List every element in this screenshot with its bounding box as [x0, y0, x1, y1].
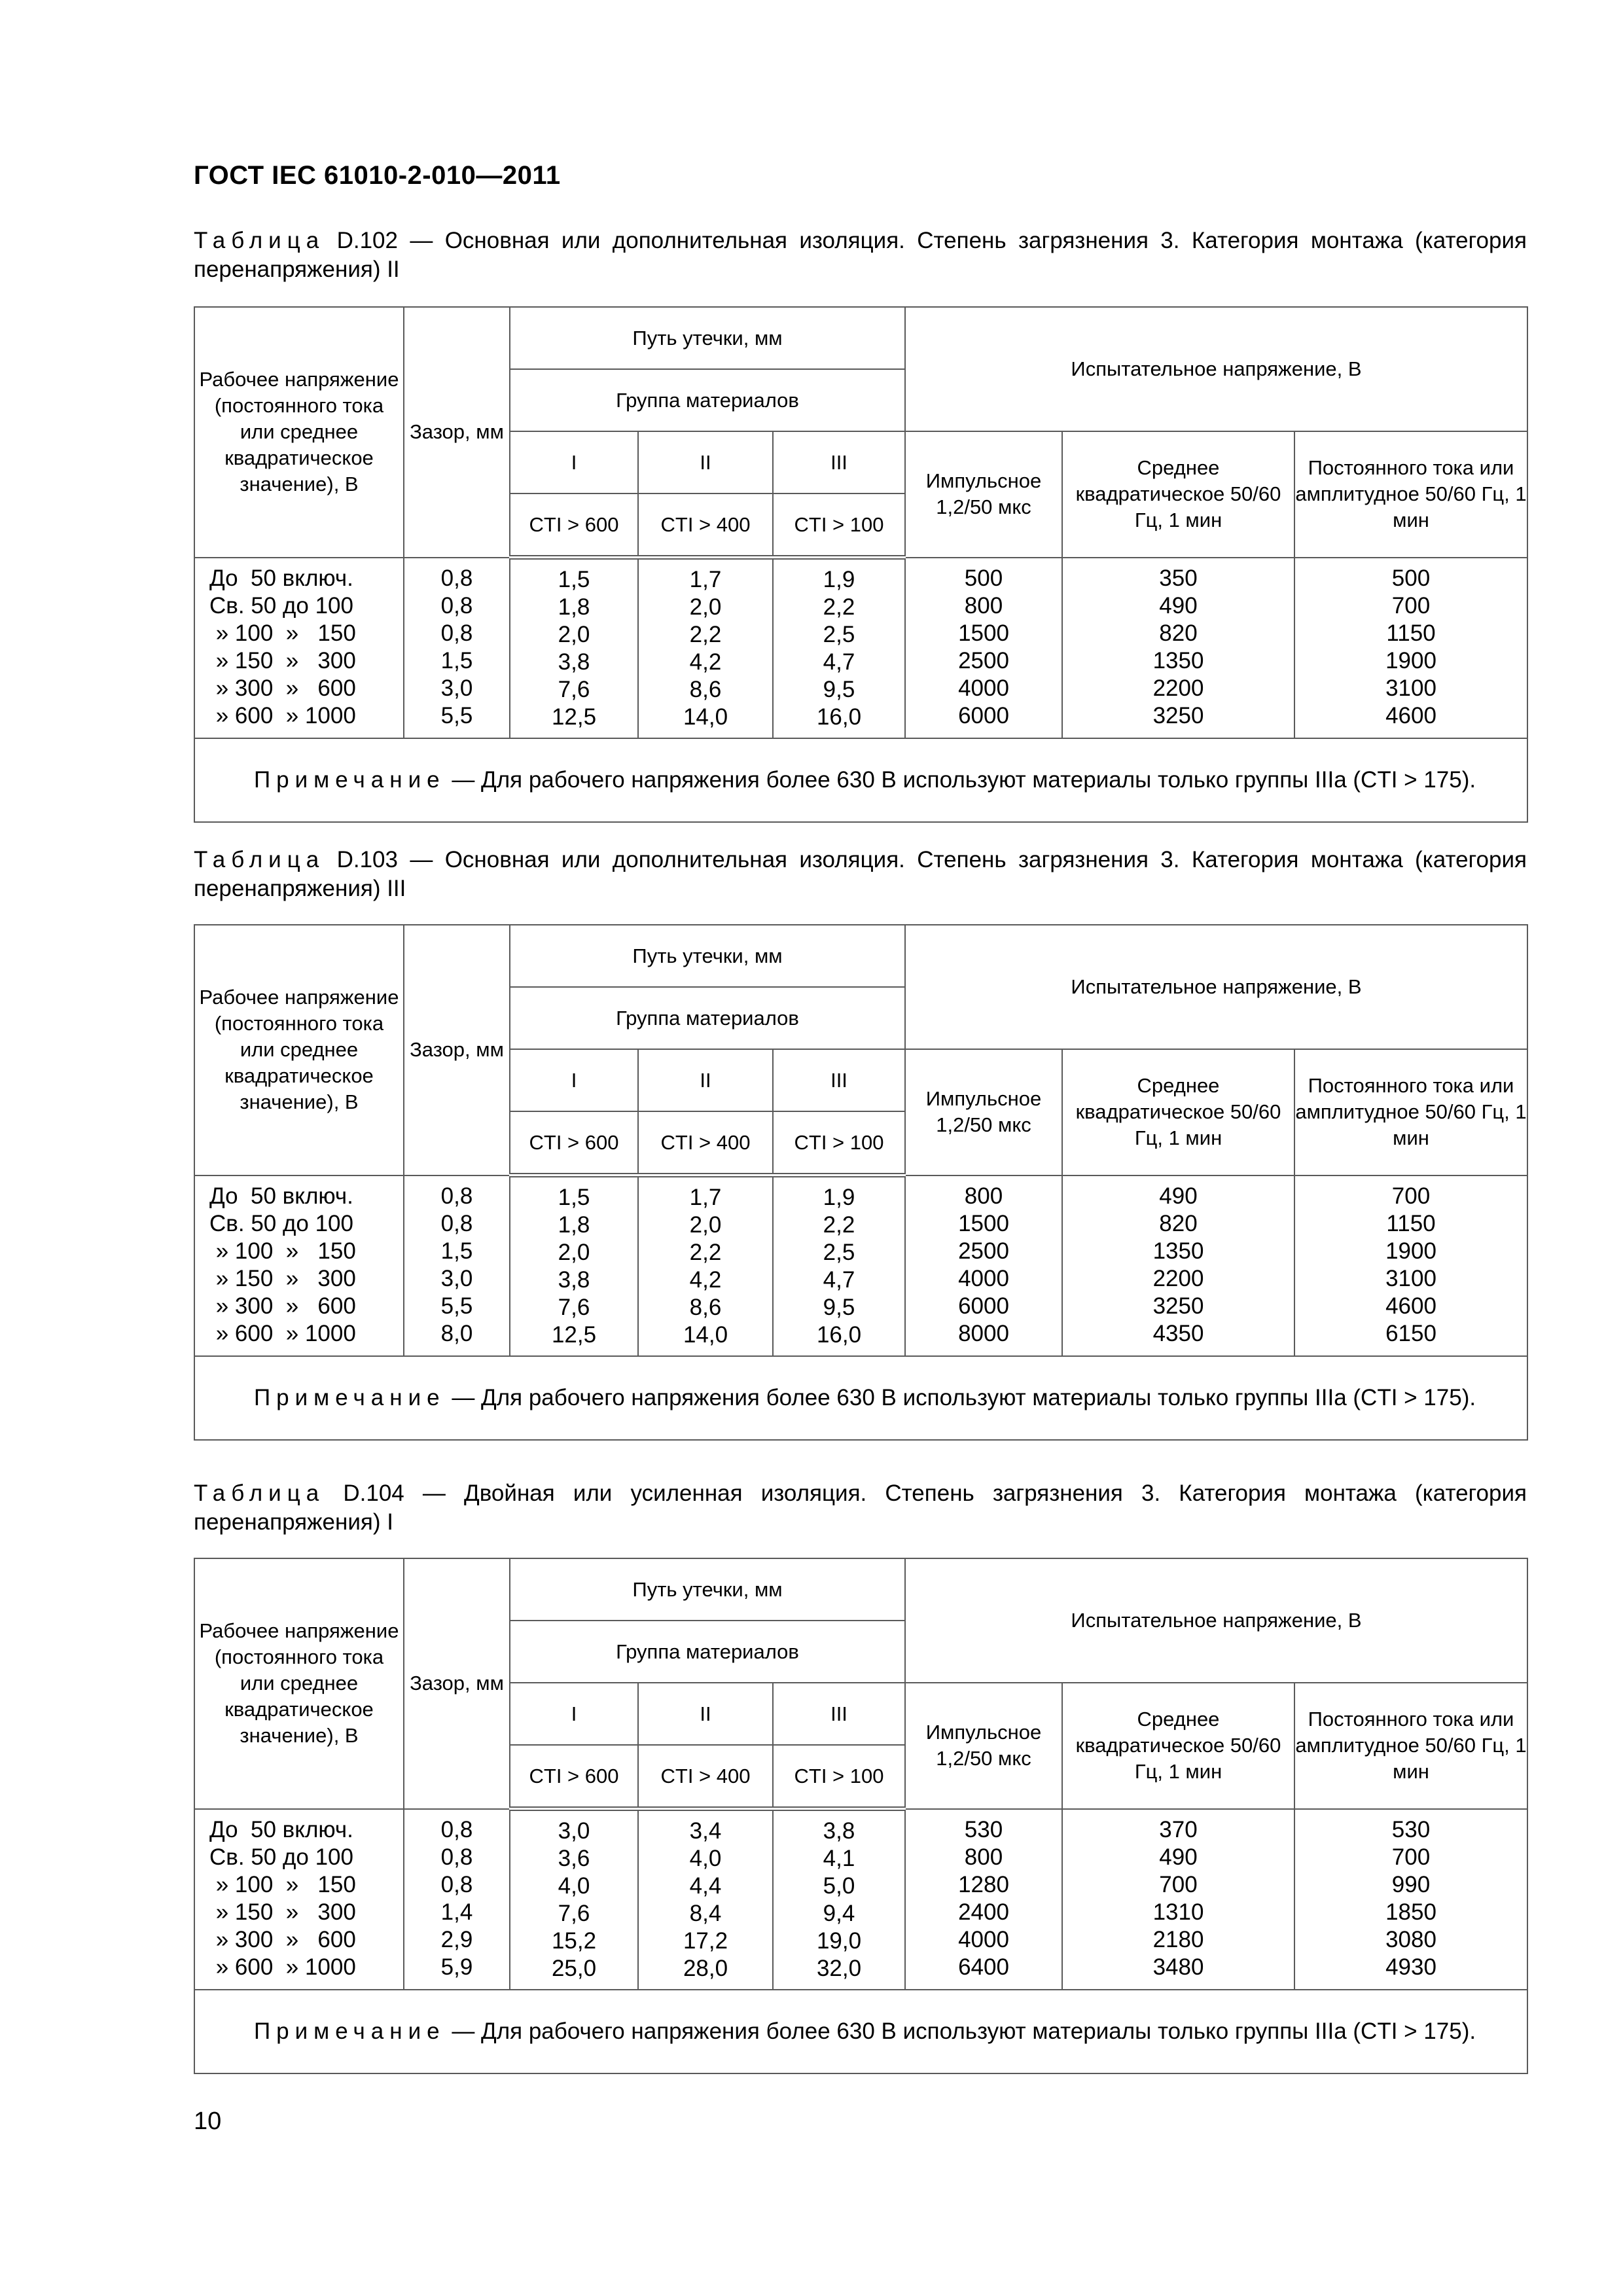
table-cell: 9,5: [823, 1295, 855, 1320]
column-group-3: [773, 1175, 905, 1357]
table-cell: 820: [1159, 620, 1198, 646]
table-caption-d103: [194, 846, 1527, 903]
table-cell: 2,0: [689, 594, 722, 620]
table-cell: 0,8: [440, 620, 473, 646]
table-cell: » 300 » 600: [209, 1926, 356, 1952]
table-cell: Св. 50 до 100: [209, 1844, 353, 1870]
table-cell: 0,8: [440, 1844, 473, 1870]
table-cell: 1,9: [823, 1185, 855, 1210]
header-impulse: Импульсное 1,2/50 мкс: [905, 1049, 1062, 1175]
table-cell: 1280: [958, 1871, 1009, 1897]
table-cell: 17,2: [683, 1928, 728, 1954]
table-cell: 3250: [1152, 702, 1204, 728]
table-cell: 8,0: [440, 1320, 473, 1346]
table-cell: 2200: [1152, 1265, 1204, 1291]
table-cell: 1900: [1385, 647, 1436, 673]
header-dc: Постоянного тока или амплитудное 50/60 Гц, 1 мин: [1294, 1049, 1527, 1175]
table-cell: 4,7: [823, 649, 855, 675]
table-cell: 4350: [1152, 1320, 1204, 1346]
table-cell: » 150 » 300: [209, 1899, 356, 1925]
table-cell: » 300 » 600: [209, 675, 356, 701]
header-working-voltage: Рабочее напряжение (постоянного тока или среднее квадратическое значение), В: [194, 307, 404, 558]
table-cell: 3,8: [823, 1818, 855, 1844]
table-cell: 3,0: [558, 1818, 590, 1844]
table-cell: Св. 50 до 100: [209, 592, 353, 619]
table-cell: 2500: [958, 647, 1009, 673]
column-working-voltage: [194, 558, 404, 739]
header-test-voltage: Испытательное напряжение, В: [905, 1558, 1527, 1683]
column-working-voltage: [194, 1175, 404, 1357]
header-group-2: II: [638, 1049, 773, 1111]
table-cell: 1,7: [689, 1185, 722, 1210]
table-cell: 4,2: [689, 649, 722, 675]
table-cell: 14,0: [683, 704, 728, 730]
table-cell: 3,8: [558, 1267, 590, 1293]
header-rms: Среднее квадратическое 50/60 Гц, 1 мин: [1062, 1683, 1294, 1809]
table-cell: » 150 » 300: [209, 647, 356, 673]
table-cell: » 150 » 300: [209, 1265, 356, 1291]
header-clearance: Зазор, мм: [404, 307, 510, 558]
table-cell: 0,8: [440, 1816, 473, 1842]
table-cell: 490: [1159, 592, 1198, 619]
table-cell: 16,0: [816, 704, 862, 730]
table-cell: 1,5: [558, 567, 590, 592]
header-cti-3: CTI > 100: [773, 1111, 905, 1175]
table-d102: [194, 306, 1528, 823]
table-cell: 700: [1391, 592, 1431, 619]
table-cell: 350: [1159, 565, 1198, 591]
header-group-3: III: [773, 1049, 905, 1111]
table-cell: 0,8: [440, 565, 473, 591]
header-creepage: Путь утечки, мм: [510, 925, 905, 987]
table-cell: 0,8: [440, 1183, 473, 1209]
table-cell: 6400: [958, 1954, 1009, 1980]
table-cell: 2,2: [689, 1240, 722, 1265]
table-cell: 3100: [1385, 1265, 1436, 1291]
table-cell: 2500: [958, 1238, 1009, 1264]
column-group-2: [638, 1809, 773, 1990]
table-cell: 2,0: [558, 622, 590, 647]
column-rms: [1062, 1175, 1294, 1357]
table-cell: 2400: [958, 1899, 1009, 1925]
column-rms: [1062, 558, 1294, 739]
header-group-1: I: [510, 1683, 638, 1745]
table-cell: 2,5: [823, 622, 855, 647]
column-dc: [1294, 1175, 1527, 1357]
table-cell: 1,9: [823, 567, 855, 592]
table-cell: 700: [1391, 1183, 1431, 1209]
table-body-row: [194, 558, 1527, 739]
table-cell: 3,4: [689, 1818, 722, 1844]
table-cell: 4,2: [689, 1267, 722, 1293]
table-cell: 6000: [958, 1293, 1009, 1319]
table-cell: 800: [964, 1183, 1003, 1209]
column-dc: [1294, 558, 1527, 739]
table-cell: 1350: [1152, 1238, 1204, 1264]
caption-prefix: Таблица: [194, 228, 325, 253]
table-cell: 9,5: [823, 677, 855, 702]
table-cell: 1310: [1152, 1899, 1204, 1925]
table-cell: 3480: [1152, 1954, 1204, 1980]
table-cell: 3250: [1152, 1293, 1204, 1319]
table-cell: 1,5: [558, 1185, 590, 1210]
table-body-row: [194, 1809, 1527, 1990]
table-cell: 4000: [958, 1265, 1009, 1291]
header-dc: Постоянного тока или амплитудное 50/60 Гц, 1 мин: [1294, 1683, 1527, 1809]
header-cti-2: CTI > 400: [638, 493, 773, 558]
table-cell: 800: [964, 592, 1003, 619]
column-impulse: [905, 558, 1062, 739]
caption-text: D.104 — Двойная или усиленная изоляция. Степень загрязнения 3. Категория монтажа (категория перенапряжения) I: [194, 1480, 1527, 1535]
table-cell: 700: [1391, 1844, 1431, 1870]
table-cell: 3,0: [440, 675, 473, 701]
note-label: Примечание: [254, 2018, 446, 2044]
header-group-1: I: [510, 1049, 638, 1111]
header-group-3: III: [773, 431, 905, 493]
table-cell: 530: [1391, 1816, 1431, 1842]
header-material-group: Группа материалов: [510, 987, 905, 1049]
header-group-3: III: [773, 1683, 905, 1745]
table-cell: 0,8: [440, 592, 473, 619]
header-material-group: Группа материалов: [510, 1621, 905, 1683]
table-cell: 1150: [1386, 1210, 1436, 1236]
table-cell: 2,0: [558, 1240, 590, 1265]
table-cell: До 50 включ.: [209, 565, 353, 591]
table-cell: 1850: [1385, 1899, 1436, 1925]
header-group-1: I: [510, 431, 638, 493]
table-cell: » 600 » 1000: [209, 702, 356, 728]
table-cell: 28,0: [683, 1956, 728, 1981]
table-cell: 1,5: [440, 1238, 473, 1264]
table-cell: » 100 » 150: [209, 620, 356, 646]
table-cell: 14,0: [683, 1322, 728, 1348]
column-impulse: [905, 1809, 1062, 1990]
table-cell: 4000: [958, 1926, 1009, 1952]
table-caption-d102: [194, 226, 1527, 284]
table-cell: До 50 включ.: [209, 1183, 353, 1209]
table-cell: 1,7: [689, 567, 722, 592]
table-cell: 8,6: [689, 677, 722, 702]
table-cell: 2180: [1152, 1926, 1204, 1952]
table-cell: 1500: [958, 1210, 1009, 1236]
column-impulse: [905, 1175, 1062, 1357]
table-cell: 1,5: [440, 647, 473, 673]
table-cell: 1500: [958, 620, 1009, 646]
header-rms: Среднее квадратическое 50/60 Гц, 1 мин: [1062, 431, 1294, 558]
table-cell: 6150: [1385, 1320, 1436, 1346]
table-cell: 2,9: [440, 1926, 473, 1952]
table-cell: 2,2: [823, 594, 855, 620]
header-material-group: Группа материалов: [510, 369, 905, 431]
column-group-1: [510, 558, 638, 739]
table-cell: 19,0: [816, 1928, 862, 1954]
table-cell: 3,8: [558, 649, 590, 675]
table-cell: 1350: [1152, 647, 1204, 673]
header-cti-2: CTI > 400: [638, 1111, 773, 1175]
table-cell: 5,5: [440, 1293, 473, 1319]
table-cell: 7,6: [558, 1901, 590, 1926]
table-cell: 1,4: [440, 1899, 473, 1925]
column-clearance: [404, 1809, 510, 1990]
table-cell: 12,5: [551, 704, 597, 730]
table-cell: 4,1: [823, 1846, 855, 1871]
column-group-2: [638, 558, 773, 739]
column-dc: [1294, 1809, 1527, 1990]
table-caption-d104: [194, 1479, 1527, 1537]
table-cell: 4,7: [823, 1267, 855, 1293]
table-cell: 32,0: [816, 1956, 862, 1981]
caption-text: D.103 — Основная или дополнительная изоляция. Степень загрязнения 3. Категория монтажа (категория перенапряжения) III: [194, 847, 1527, 901]
table-cell: 4,4: [689, 1873, 722, 1899]
header-impulse: Импульсное 1,2/50 мкс: [905, 1683, 1062, 1809]
table-cell: 25,0: [551, 1956, 597, 1981]
header-cti-3: CTI > 100: [773, 493, 905, 558]
table-cell: 4600: [1385, 702, 1436, 728]
header-impulse: Импульсное 1,2/50 мкс: [905, 431, 1062, 558]
table-cell: 990: [1391, 1871, 1431, 1897]
header-group-2: II: [638, 1683, 773, 1745]
column-group-3: [773, 1809, 905, 1990]
header-creepage: Путь утечки, мм: [510, 1558, 905, 1621]
header-test-voltage: Испытательное напряжение, В: [905, 925, 1527, 1049]
table-cell: 16,0: [816, 1322, 862, 1348]
table-cell: 2,0: [689, 1212, 722, 1238]
table-cell: 3,0: [440, 1265, 473, 1291]
table-note: [194, 1356, 1527, 1440]
table-cell: 800: [964, 1844, 1003, 1870]
table-cell: » 100 » 150: [209, 1238, 356, 1264]
header-working-voltage: Рабочее напряжение (постоянного тока или среднее квадратическое значение), В: [194, 925, 404, 1175]
table-cell: » 600 » 1000: [209, 1954, 356, 1980]
table-cell: 12,5: [551, 1322, 597, 1348]
table-cell: 700: [1159, 1871, 1198, 1897]
column-group-3: [773, 558, 905, 739]
note-label: Примечание: [254, 767, 446, 793]
table-cell: 3080: [1385, 1926, 1436, 1952]
table-cell: 6000: [958, 702, 1009, 728]
table-cell: 500: [964, 565, 1003, 591]
table-cell: 4,0: [558, 1873, 590, 1899]
header-group-2: II: [638, 431, 773, 493]
table-cell: 7,6: [558, 1295, 590, 1320]
note-text: — Для рабочего напряжения более 630 В используют материалы только группы IIIa (CTI > 175).: [445, 2018, 1476, 2044]
table-body-row: [194, 1175, 1527, 1357]
header-cti-1: CTI > 600: [510, 1745, 638, 1809]
header-creepage: Путь утечки, мм: [510, 307, 905, 369]
table-cell: 1,8: [558, 1212, 590, 1238]
table-cell: 9,4: [823, 1901, 855, 1926]
table-cell: 2,2: [823, 1212, 855, 1238]
table-cell: 15,2: [551, 1928, 597, 1954]
column-clearance: [404, 1175, 510, 1357]
table-cell: 8,6: [689, 1295, 722, 1320]
header-working-voltage: Рабочее напряжение (постоянного тока или среднее квадратическое значение), В: [194, 1558, 404, 1809]
table-cell: 4000: [958, 675, 1009, 701]
table-cell: 8000: [958, 1320, 1009, 1346]
column-group-2: [638, 1175, 773, 1357]
column-group-1: [510, 1175, 638, 1357]
table-cell: 8,4: [689, 1901, 722, 1926]
header-test-voltage: Испытательное напряжение, В: [905, 307, 1527, 431]
table-cell: » 100 » 150: [209, 1871, 356, 1897]
table-cell: 2200: [1152, 675, 1204, 701]
header-clearance: Зазор, мм: [404, 1558, 510, 1809]
table-cell: 4930: [1385, 1954, 1436, 1980]
table-cell: » 300 » 600: [209, 1293, 356, 1319]
header-cti-1: CTI > 600: [510, 493, 638, 558]
table-cell: 0,8: [440, 1871, 473, 1897]
table-cell: 370: [1159, 1816, 1198, 1842]
caption-prefix: Таблица: [194, 1480, 325, 1506]
note-label: Примечание: [254, 1385, 446, 1410]
table-cell: 1900: [1385, 1238, 1436, 1264]
table-cell: Св. 50 до 100: [209, 1210, 353, 1236]
table-cell: 1,8: [558, 594, 590, 620]
table-note: [194, 1990, 1527, 2073]
header-dc: Постоянного тока или амплитудное 50/60 Гц, 1 мин: [1294, 431, 1527, 558]
table-cell: 4600: [1385, 1293, 1436, 1319]
table-cell: 3,6: [558, 1846, 590, 1871]
table-cell: 5,5: [440, 702, 473, 728]
table-cell: 1150: [1386, 620, 1436, 646]
page-number: 10: [194, 2108, 222, 2135]
table-d104: [194, 1558, 1528, 2074]
header-cti-2: CTI > 400: [638, 1745, 773, 1809]
table-cell: 7,6: [558, 677, 590, 702]
header-rms: Среднее квадратическое 50/60 Гц, 1 мин: [1062, 1049, 1294, 1175]
table-note: [194, 738, 1527, 822]
column-rms: [1062, 1809, 1294, 1990]
header-clearance: Зазор, мм: [404, 925, 510, 1175]
table-cell: 0,8: [440, 1210, 473, 1236]
table-cell: » 600 » 1000: [209, 1320, 356, 1346]
table-cell: 2,5: [823, 1240, 855, 1265]
table-cell: 490: [1159, 1183, 1198, 1209]
table-cell: 820: [1159, 1210, 1198, 1236]
table-cell: 500: [1391, 565, 1431, 591]
document-header: ГОСТ IEC 61010-2-010—2011: [194, 161, 561, 190]
header-cti-3: CTI > 100: [773, 1745, 905, 1809]
table-cell: До 50 включ.: [209, 1816, 353, 1842]
table-cell: 490: [1159, 1844, 1198, 1870]
table-cell: 3100: [1385, 675, 1436, 701]
table-cell: 5,0: [823, 1873, 855, 1899]
note-text: — Для рабочего напряжения более 630 В используют материалы только группы IIIa (CTI > 175).: [445, 767, 1476, 793]
table-cell: 530: [964, 1816, 1003, 1842]
header-cti-1: CTI > 600: [510, 1111, 638, 1175]
note-text: — Для рабочего напряжения более 630 В используют материалы только группы IIIa (CTI > 175).: [445, 1385, 1476, 1410]
table-d103: [194, 924, 1528, 1441]
table-cell: 4,0: [689, 1846, 722, 1871]
caption-text: D.102 — Основная или дополнительная изоляция. Степень загрязнения 3. Категория монтажа (категория перенапряжения) II: [194, 228, 1527, 282]
table-cell: 2,2: [689, 622, 722, 647]
caption-prefix: Таблица: [194, 847, 325, 872]
column-clearance: [404, 558, 510, 739]
table-cell: 5,9: [440, 1954, 473, 1980]
column-group-1: [510, 1809, 638, 1990]
column-working-voltage: [194, 1809, 404, 1990]
